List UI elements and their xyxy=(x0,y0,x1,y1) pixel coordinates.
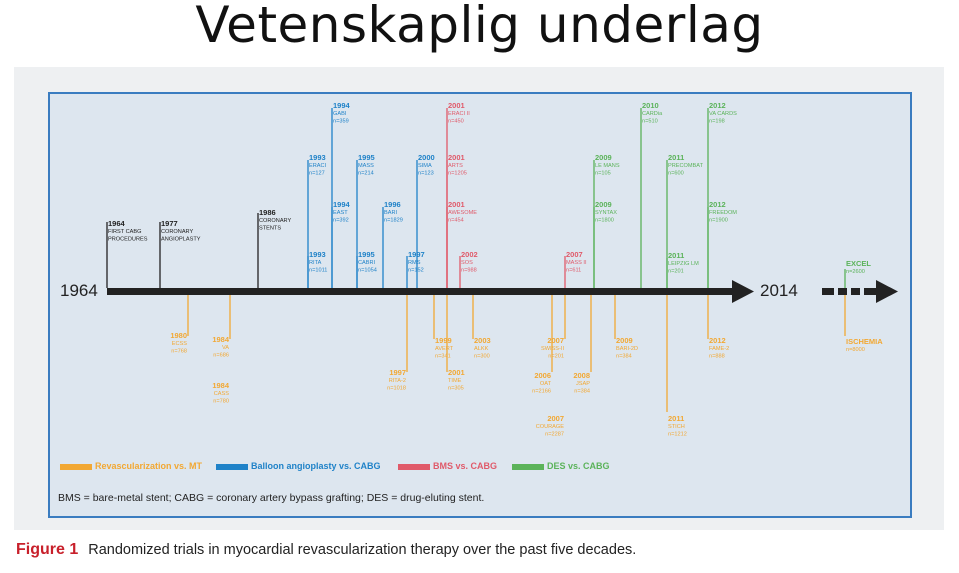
trial-year: 2007 xyxy=(547,336,564,345)
trial-year: 2012 xyxy=(709,101,726,110)
trial-event xyxy=(333,200,351,224)
trial-sample-size: n=1018 xyxy=(387,385,406,392)
trial-event xyxy=(448,200,477,224)
trial-name: ARTS xyxy=(448,163,463,169)
trial-year: 1993 xyxy=(309,250,326,259)
trial-event xyxy=(161,219,201,243)
trial-event xyxy=(448,153,467,177)
trial-event xyxy=(566,250,587,274)
trial-event xyxy=(668,414,687,438)
legend-label: DES vs. CABG xyxy=(547,461,610,471)
trial-year: 2001 xyxy=(448,153,465,162)
trial-sample-size: n=384 xyxy=(616,353,632,360)
trial-event xyxy=(212,381,230,405)
trial-event xyxy=(536,414,565,438)
trial-name: RMS xyxy=(408,260,421,266)
trial-sample-size: n=780 xyxy=(213,398,229,405)
trial-sample-size: n=1054 xyxy=(358,267,377,274)
trial-name: STENTS xyxy=(259,225,282,232)
trial-year: 2012 xyxy=(709,336,726,345)
trial-name: TIME xyxy=(448,378,462,384)
trial-name: BARI-2D xyxy=(616,346,639,352)
trial-name: CORONARY xyxy=(161,229,194,235)
trial-year: EXCEL xyxy=(846,259,872,268)
trial-sample-size: n=888 xyxy=(709,353,725,360)
trial-name: LEIPZIG LM xyxy=(668,261,699,267)
trial-year: 2008 xyxy=(573,371,590,380)
trial-name: PRECOMBAT xyxy=(668,163,704,169)
trial-year: 2007 xyxy=(566,250,583,259)
trial-event xyxy=(642,101,663,125)
trial-year: 2006 xyxy=(534,371,551,380)
trial-name: PROCEDURES xyxy=(108,236,148,243)
trial-year: 1984 xyxy=(212,335,229,344)
trial-year: 1986 xyxy=(259,208,276,217)
trial-sample-size: n=305 xyxy=(448,385,464,392)
trial-year: 2007 xyxy=(547,414,564,423)
trial-name: COURAGE xyxy=(535,424,564,430)
trial-year: 1980 xyxy=(170,331,187,340)
trial-year: 1984 xyxy=(212,381,229,390)
trial-event xyxy=(333,101,351,125)
trial-year: 2001 xyxy=(448,368,465,377)
trial-name: SOS xyxy=(461,260,473,266)
trial-event xyxy=(309,250,327,274)
trial-name: FREEDOM xyxy=(709,210,737,216)
legend-item-revascularization xyxy=(60,461,202,473)
figure-caption-text: Randomized trials in myocardial revascularization therapy over the past five decades. xyxy=(88,542,637,558)
trial-sample-size: n=201 xyxy=(668,268,684,275)
trial-year: 1997 xyxy=(389,368,406,377)
trial-event xyxy=(709,101,737,125)
trial-name: SYNTAX xyxy=(595,210,617,216)
figure-caption xyxy=(16,541,636,559)
trial-event xyxy=(408,250,425,274)
trial-event xyxy=(384,200,403,224)
trial-sample-size: n=768 xyxy=(171,348,187,355)
trial-event xyxy=(709,200,737,224)
trial-name: OAT xyxy=(539,381,551,387)
trial-event xyxy=(309,153,327,177)
legend-label: Revascularization vs. MT xyxy=(95,461,203,471)
trial-name: ERACI xyxy=(309,163,327,169)
legend-swatch xyxy=(216,464,248,470)
trial-event xyxy=(474,336,491,360)
trial-event xyxy=(573,371,590,395)
trial-sample-size: n=1900 xyxy=(709,217,728,224)
trial-sample-size: n=359 xyxy=(333,118,349,125)
trial-name: MASS II xyxy=(566,260,587,266)
timeline-extension-segment xyxy=(851,288,860,295)
trial-year: 1995 xyxy=(358,153,375,162)
trial-name: JSAP xyxy=(576,381,590,387)
legend-item-balloon-angioplasty xyxy=(216,461,381,473)
timeline-extension-arrowhead xyxy=(876,280,898,303)
trial-name: SIMA xyxy=(418,163,432,169)
trial-event xyxy=(846,337,883,353)
trial-year: 1994 xyxy=(333,200,350,209)
trial-name: BARI xyxy=(384,210,398,216)
legend-swatch xyxy=(398,464,430,470)
trial-name: VA xyxy=(221,345,229,351)
trial-year: 2011 xyxy=(668,153,685,162)
trial-name: AWESOME xyxy=(448,210,478,216)
trial-sample-size: n=2600 xyxy=(846,269,865,275)
trial-year: 1964 xyxy=(108,219,125,228)
slide-title: Vetenskaplig underlag xyxy=(195,0,764,54)
trial-event xyxy=(668,251,699,275)
trial-name: AVERT xyxy=(435,346,454,352)
trial-name: MASS xyxy=(358,163,374,169)
trial-event xyxy=(448,368,465,392)
trial-sample-size: n=1829 xyxy=(384,217,403,224)
trial-event xyxy=(387,368,406,392)
trial-sample-size: n=8000 xyxy=(846,347,865,353)
trial-sample-size: n=1800 xyxy=(595,217,614,224)
trial-year: 2010 xyxy=(642,101,659,110)
trial-sample-size: n=1011 xyxy=(309,267,328,274)
abbreviations-note: BMS = bare-metal stent; CABG = coronary artery bypass grafting; DES = drug-eluting stent. xyxy=(58,492,485,504)
trial-event xyxy=(616,336,638,360)
timeline-arrowhead xyxy=(732,280,754,303)
figure-label: Figure 1 xyxy=(16,541,79,558)
trial-name: FAME-2 xyxy=(709,346,730,352)
trial-year: 1995 xyxy=(358,250,375,259)
trial-event xyxy=(170,331,187,355)
trial-name: ANGIOPLASTY xyxy=(161,236,201,243)
trial-year: 2001 xyxy=(448,200,465,209)
trial-sample-size: n=510 xyxy=(642,118,658,125)
trial-name: GABI xyxy=(333,111,347,117)
trial-sample-size: n=341 xyxy=(435,353,451,360)
trial-event xyxy=(212,335,230,359)
trial-year: 2011 xyxy=(668,414,685,423)
trial-name: CABRI xyxy=(358,260,376,266)
trial-year: 1997 xyxy=(408,250,425,259)
timeline-extension-segment xyxy=(864,288,878,295)
trial-name: CARDia xyxy=(642,111,663,117)
trial-name: EAST xyxy=(333,210,348,216)
legend-label: BMS vs. CABG xyxy=(433,461,498,471)
trial-sample-size: n=152 xyxy=(408,267,424,274)
trial-event xyxy=(418,153,435,177)
trial-sample-size: n=600 xyxy=(668,170,684,177)
timeline-extension-segment xyxy=(822,288,834,295)
trial-event xyxy=(448,101,470,125)
trial-year: 2003 xyxy=(474,336,491,345)
legend-swatch xyxy=(512,464,544,470)
trial-event xyxy=(709,336,729,360)
trial-year: 2009 xyxy=(595,153,612,162)
trial-name: ECSS xyxy=(171,341,187,347)
trial-event xyxy=(595,153,620,177)
trial-sample-size: n=384 xyxy=(574,388,590,395)
trial-year: 1977 xyxy=(161,219,178,228)
trial-event xyxy=(595,200,617,224)
trial-year: 2009 xyxy=(616,336,633,345)
trial-sample-size: n=214 xyxy=(358,170,374,177)
trial-sample-size: n=450 xyxy=(448,118,464,125)
trial-sample-size: n=198 xyxy=(709,118,725,125)
trial-sample-size: n=127 xyxy=(309,170,325,177)
trial-name: SWISS-II xyxy=(541,346,564,352)
trial-year: 2011 xyxy=(668,251,685,260)
trial-name: ERACI II xyxy=(448,111,470,117)
trial-year: 2002 xyxy=(461,250,478,259)
trial-sample-size: n=2166 xyxy=(532,388,551,395)
timeline-start-year: 1964 xyxy=(60,281,98,300)
trial-sample-size: n=123 xyxy=(418,170,434,177)
trial-name: VA CARDS xyxy=(709,111,737,117)
legend-item-bms xyxy=(398,461,497,473)
trial-name: RITA xyxy=(309,260,322,266)
trial-year: ISCHEMIA xyxy=(846,337,883,346)
trial-event xyxy=(668,153,704,177)
trial-event xyxy=(532,371,551,395)
trial-sample-size: n=611 xyxy=(566,267,582,274)
trial-name: FIRST CABG xyxy=(108,229,142,235)
trial-sample-size: n=1212 xyxy=(668,431,687,438)
trial-year: 1993 xyxy=(309,153,326,162)
trial-sample-size: n=454 xyxy=(448,217,464,224)
trial-event xyxy=(108,219,148,243)
trial-event xyxy=(541,336,564,360)
trial-sample-size: n=201 xyxy=(548,353,564,360)
trial-name: CORONARY xyxy=(259,218,292,224)
trial-name: CASS xyxy=(213,391,229,397)
trial-year: 2009 xyxy=(595,200,612,209)
timeline-axis xyxy=(107,288,735,295)
trial-event xyxy=(435,336,454,360)
trial-name: RITA-2 xyxy=(388,378,406,384)
trial-name: ALKK xyxy=(474,346,489,352)
trial-name: STICH xyxy=(668,424,685,430)
trial-event xyxy=(358,153,375,177)
trial-year: 1999 xyxy=(435,336,452,345)
trial-event xyxy=(259,208,291,232)
trial-event xyxy=(461,250,478,274)
trial-sample-size: n=2287 xyxy=(545,431,564,438)
trial-year: 2000 xyxy=(418,153,435,162)
trial-event xyxy=(846,259,871,275)
trial-event xyxy=(358,250,377,274)
timeline-extension-segment xyxy=(838,288,847,295)
trial-sample-size: n=300 xyxy=(474,353,490,360)
legend-swatch xyxy=(60,464,92,470)
trial-year: 2012 xyxy=(709,200,726,209)
trial-name: LE MANS xyxy=(595,163,620,169)
legend-label: Balloon angioplasty vs. CABG xyxy=(251,461,381,471)
trial-year: 2001 xyxy=(448,101,465,110)
legend-item-des xyxy=(512,461,610,473)
timeline-end-year: 2014 xyxy=(760,281,798,300)
trial-year: 1994 xyxy=(333,101,350,110)
trial-sample-size: n=686 xyxy=(213,352,229,359)
trial-sample-size: n=105 xyxy=(595,170,611,177)
trial-year: 1996 xyxy=(384,200,401,209)
trial-sample-size: n=988 xyxy=(461,267,477,274)
trial-sample-size: n=1205 xyxy=(448,170,467,177)
trial-sample-size: n=392 xyxy=(333,217,349,224)
